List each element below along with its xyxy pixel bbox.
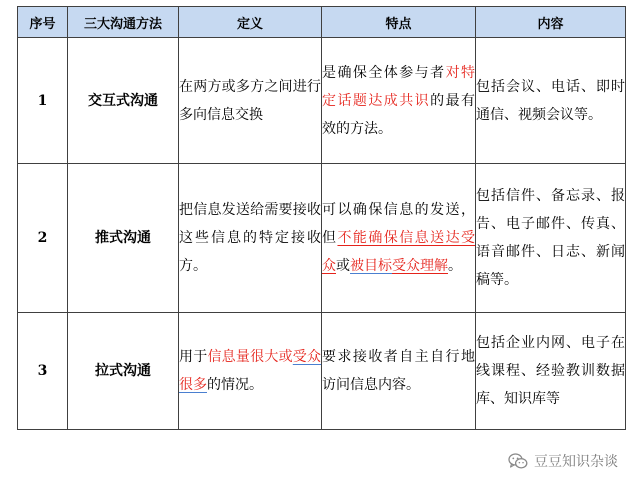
highlighted-text: 受众理解: [392, 258, 448, 274]
header-content: 内容: [476, 7, 626, 38]
cell-text: 的最有效的方法。: [322, 92, 476, 137]
method-name: 拉式沟通: [68, 313, 179, 430]
row-number: 1: [18, 38, 68, 164]
cell-text: 要求接收者自主自行地访问信息内容。: [322, 349, 475, 393]
definition-cell: [179, 164, 322, 313]
cell-text: 。: [448, 258, 462, 274]
cell-text: 或: [336, 258, 350, 274]
method-name: 推式沟通: [68, 164, 179, 313]
table-row: [18, 164, 626, 313]
cell-text: 包括信件、备忘录、报告、电子邮件、传真、语音邮件、日志、新闻稿等。: [476, 188, 625, 288]
header-definition: 定义: [179, 7, 322, 38]
header-index: 序号: [18, 7, 68, 38]
content-cell: [476, 164, 626, 313]
feature-cell: [322, 38, 476, 164]
table-header-row: [18, 7, 626, 38]
definition-cell: [179, 313, 322, 430]
cell-text: 可以确保信息的发送，但: [322, 202, 475, 246]
watermark: [508, 451, 618, 471]
cell-text: 用于: [179, 349, 208, 365]
cell-text: 包括会议、电话、即时通信、视频会议等。: [476, 78, 625, 123]
highlighted-text: 信息量很大或: [207, 349, 293, 365]
highlighted-text: 不能确保信息送达受众: [322, 230, 476, 274]
cell-text: 的情况。: [207, 377, 263, 393]
wechat-icon: [508, 453, 528, 470]
row-number: 2: [18, 164, 68, 313]
definition-cell: [179, 38, 322, 164]
table-row: [18, 38, 626, 164]
highlighted-text: 受众很多: [179, 349, 322, 393]
cell-text: 在两方或多方之间进行多向信息交换: [179, 78, 321, 123]
header-method: 三大沟通方法: [68, 7, 179, 38]
highlighted-text: 被目标: [350, 258, 392, 274]
feature-cell: [322, 164, 476, 313]
header-feature: 特点: [322, 7, 476, 38]
highlighted-text: 对特定话题达成共识: [322, 64, 476, 109]
cell-text: 把信息发送给需要接收这些信息的特定接收方。: [179, 202, 321, 274]
communication-methods-table: [17, 6, 626, 430]
feature-cell: [322, 313, 476, 430]
cell-text: 是确保全体参与者: [322, 64, 446, 81]
row-number: 3: [18, 313, 68, 430]
content-cell: [476, 313, 626, 430]
method-name: 交互式沟通: [68, 38, 179, 164]
table-row: [18, 313, 626, 430]
watermark-text: 豆豆知识杂谈: [534, 454, 618, 470]
cell-text: 包括企业内网、电子在线课程、经验教训数据库、知识库等: [476, 335, 625, 407]
content-cell: [476, 38, 626, 164]
